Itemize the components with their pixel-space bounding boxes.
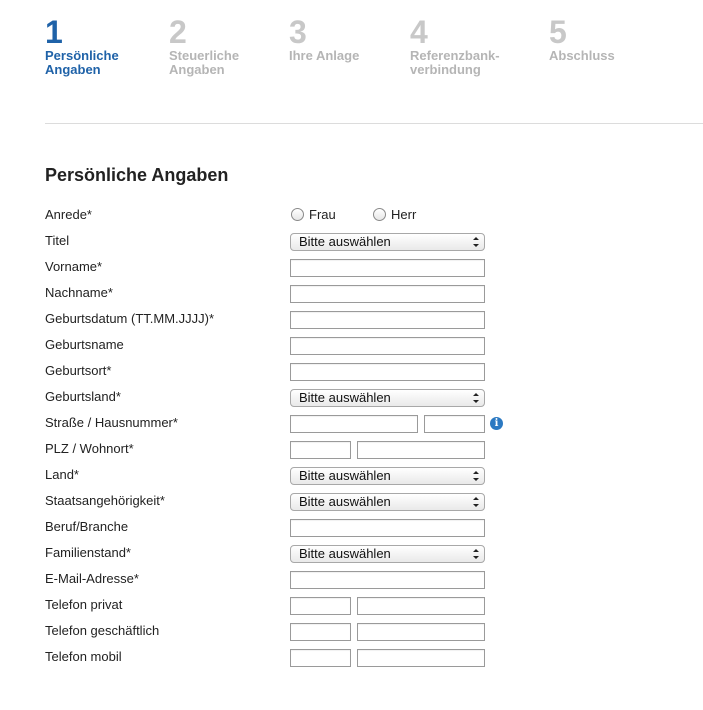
wohnort-input[interactable] bbox=[357, 441, 485, 459]
step-label: Ihre Anlage bbox=[289, 48, 360, 63]
land-select-value: Bitte auswählen bbox=[299, 468, 391, 483]
telefon-privat-label: Telefon privat bbox=[45, 597, 123, 612]
land-select[interactable] bbox=[290, 467, 485, 485]
step-label: Persönliche bbox=[45, 48, 119, 63]
anrede-label: Anrede* bbox=[45, 207, 92, 222]
step-number: 2 bbox=[169, 14, 187, 50]
geburtsdatum-input[interactable] bbox=[290, 311, 485, 329]
step-number: 4 bbox=[410, 14, 428, 50]
staatsangehoerigkeit-select[interactable] bbox=[290, 493, 485, 511]
titel-select[interactable] bbox=[290, 233, 485, 251]
select-arrows-icon bbox=[471, 469, 481, 483]
geburtsdatum-label: Geburtsdatum (TT.MM.JJJJ)* bbox=[45, 311, 215, 326]
radio-frau-label[interactable]: Frau bbox=[309, 207, 336, 222]
geburtsname-label: Geburtsname bbox=[45, 337, 124, 352]
select-arrows-icon bbox=[471, 547, 481, 561]
step-label: Abschluss bbox=[549, 48, 615, 63]
email-label: E-Mail-Adresse* bbox=[45, 571, 139, 586]
strasse-label: Straße / Hausnummer* bbox=[45, 415, 178, 430]
geburtsland-label: Geburtsland* bbox=[45, 389, 121, 404]
step-number: 5 bbox=[549, 14, 567, 50]
step-label: Angaben bbox=[45, 62, 101, 77]
plz-label: PLZ / Wohnort* bbox=[45, 441, 134, 456]
telefon-privat-prefix-input[interactable] bbox=[290, 597, 351, 615]
info-icon[interactable]: i bbox=[490, 417, 503, 430]
select-arrows-icon bbox=[471, 235, 481, 249]
nachname-input[interactable] bbox=[290, 285, 485, 303]
plz-input[interactable] bbox=[290, 441, 351, 459]
titel-label: Titel bbox=[45, 233, 70, 248]
geburtsland-select[interactable] bbox=[290, 389, 485, 407]
titel-select-value: Bitte auswählen bbox=[299, 234, 391, 249]
step-label: Steuerliche bbox=[169, 48, 240, 63]
step-number: 3 bbox=[289, 14, 307, 50]
telefon-privat-number-input[interactable] bbox=[357, 597, 485, 615]
telefon-geschaeftlich-prefix-input[interactable] bbox=[290, 623, 351, 641]
select-arrows-icon bbox=[471, 391, 481, 405]
step-number: 1 bbox=[45, 14, 63, 50]
select-arrows-icon bbox=[471, 495, 481, 509]
staatsangehoerigkeit-label: Staatsangehörigkeit* bbox=[45, 493, 165, 508]
telefon-mobil-label: Telefon mobil bbox=[45, 649, 122, 664]
geburtsname-input[interactable] bbox=[290, 337, 485, 355]
land-label: Land* bbox=[45, 467, 79, 482]
step-label: Referenzbank- bbox=[410, 48, 500, 63]
divider bbox=[45, 123, 703, 124]
step-1[interactable] bbox=[45, 14, 119, 78]
geburtsort-input[interactable] bbox=[290, 363, 485, 381]
step-4[interactable] bbox=[410, 14, 500, 78]
familienstand-select-value: Bitte auswählen bbox=[299, 546, 391, 561]
radio-frau[interactable] bbox=[291, 208, 304, 221]
email-input[interactable] bbox=[290, 571, 485, 589]
vorname-input[interactable] bbox=[290, 259, 485, 277]
step-label: verbindung bbox=[410, 62, 481, 77]
step-2[interactable] bbox=[169, 14, 239, 78]
telefon-geschaeftlich-label: Telefon geschäftlich bbox=[45, 623, 160, 638]
geburtsort-label: Geburtsort* bbox=[45, 363, 112, 378]
radio-herr-label[interactable]: Herr bbox=[391, 207, 417, 222]
step-3[interactable] bbox=[289, 14, 359, 64]
strasse-input[interactable] bbox=[290, 415, 418, 433]
telefon-mobil-number-input[interactable] bbox=[357, 649, 485, 667]
familienstand-label: Familienstand* bbox=[45, 545, 131, 560]
radio-herr[interactable] bbox=[373, 208, 386, 221]
step-5[interactable] bbox=[549, 14, 615, 64]
nachname-label: Nachname* bbox=[45, 285, 113, 300]
familienstand-select[interactable] bbox=[290, 545, 485, 563]
beruf-input[interactable] bbox=[290, 519, 485, 537]
step-label: Angaben bbox=[169, 62, 225, 77]
staatsangehoerigkeit-select-value: Bitte auswählen bbox=[299, 494, 391, 509]
telefon-mobil-prefix-input[interactable] bbox=[290, 649, 351, 667]
beruf-label: Beruf/Branche bbox=[45, 519, 129, 534]
geburtsland-select-value: Bitte auswählen bbox=[299, 390, 391, 405]
hausnummer-input[interactable] bbox=[424, 415, 485, 433]
vorname-label: Vorname* bbox=[45, 259, 103, 274]
telefon-geschaeftlich-number-input[interactable] bbox=[357, 623, 485, 641]
section-title: Persönliche Angaben bbox=[45, 165, 229, 185]
